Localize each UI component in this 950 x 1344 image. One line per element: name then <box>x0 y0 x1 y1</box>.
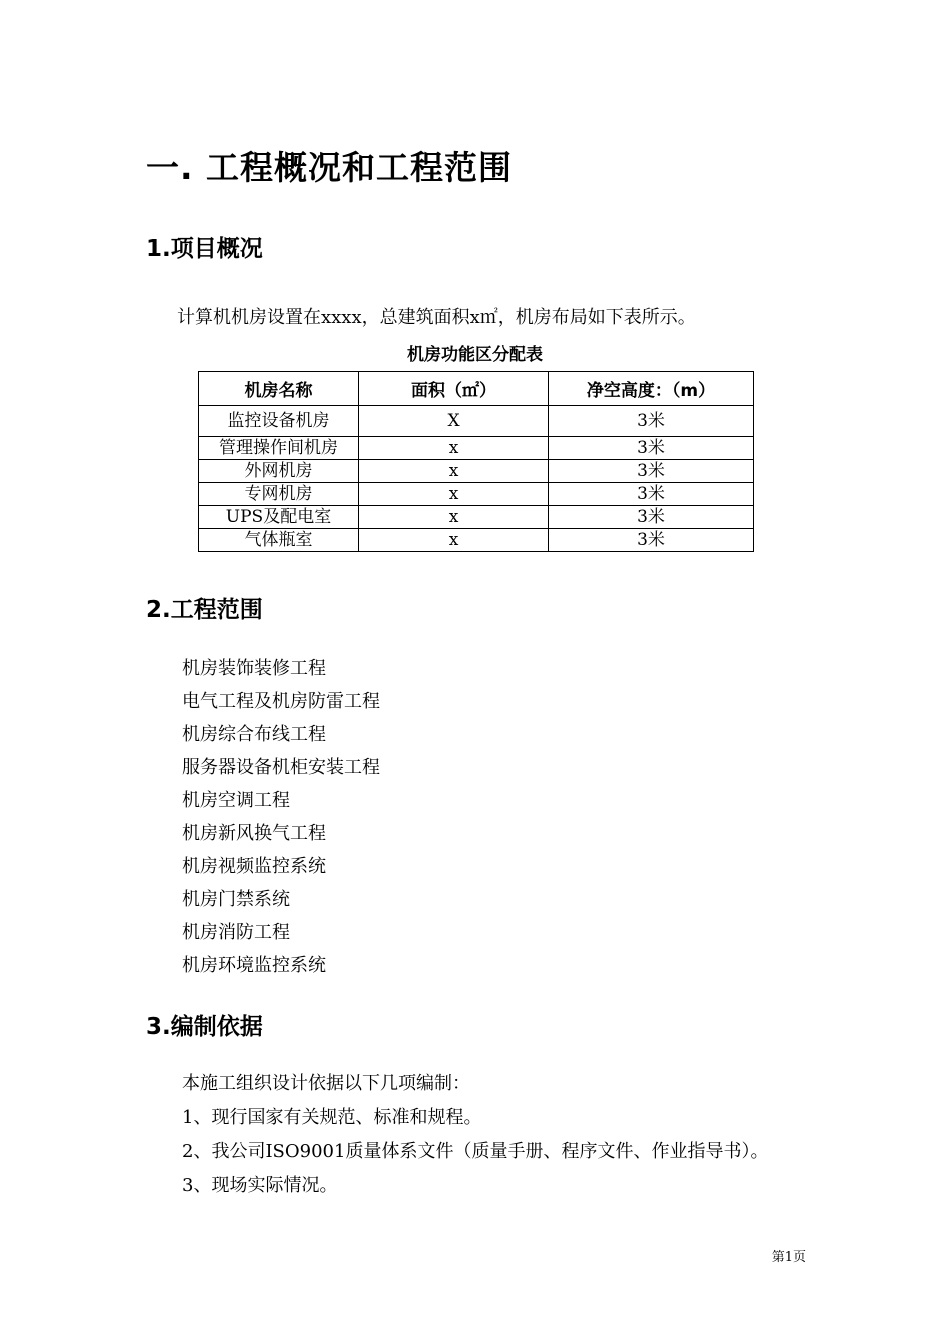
cell-height: 3米 <box>549 483 754 506</box>
section-1-intro: 计算机机房设置在xxxx，总建筑面积x㎡，机房布局如下表所示。 <box>177 307 696 328</box>
list-item: 机房综合布线工程 <box>182 724 326 745</box>
cell-room-name: 专网机房 <box>199 483 359 506</box>
table-row <box>199 483 754 506</box>
list-item: 3、现场实际情况。 <box>182 1175 338 1196</box>
cell-area: X <box>359 406 549 437</box>
list-item: 机房新风换气工程 <box>182 823 326 844</box>
table-row <box>199 506 754 529</box>
table-row <box>199 529 754 552</box>
chapter-heading: 一. 工程概况和工程范围 <box>146 148 513 187</box>
basis-intro: 本施工组织设计依据以下几项编制： <box>182 1073 470 1094</box>
cell-room-name: 气体瓶室 <box>199 529 359 552</box>
cell-height: 3米 <box>549 437 754 460</box>
cell-room-name: 管理操作间机房 <box>199 437 359 460</box>
cell-height: 3米 <box>549 506 754 529</box>
cell-room-name: UPS及配电室 <box>199 506 359 529</box>
list-item: 机房空调工程 <box>182 790 290 811</box>
cell-height: 3米 <box>549 406 754 437</box>
table-row <box>199 460 754 483</box>
cell-area: x <box>359 437 549 460</box>
table-row <box>199 406 754 437</box>
list-item: 服务器设备机柜安装工程 <box>182 757 380 778</box>
cell-area: x <box>359 529 549 552</box>
section-2-title: 2.工程范围 <box>146 597 263 623</box>
header-clear-height: 净空高度：（m） <box>549 372 754 406</box>
page-number: 第1页 <box>771 1250 806 1265</box>
list-item: 机房消防工程 <box>182 922 290 943</box>
list-item: 机房装饰装修工程 <box>182 658 326 679</box>
list-item: 机房环境监控系统 <box>182 955 326 976</box>
list-item: 2、我公司ISO9001质量体系文件（质量手册、程序文件、作业指导书）。 <box>182 1141 769 1162</box>
cell-area: x <box>359 460 549 483</box>
list-item: 1、现行国家有关规范、标准和规程。 <box>182 1107 482 1128</box>
scope-list <box>182 652 380 982</box>
header-area: 面积（㎡） <box>359 372 549 406</box>
table-header-row <box>199 372 754 406</box>
cell-area: x <box>359 506 549 529</box>
list-item: 机房视频监控系统 <box>182 856 326 877</box>
section-1-title: 1.项目概况 <box>146 236 263 262</box>
cell-height: 3米 <box>549 460 754 483</box>
room-function-table <box>198 371 754 552</box>
table-row <box>199 437 754 460</box>
section-3-title: 3.编制依据 <box>146 1014 263 1040</box>
cell-room-name: 监控设备机房 <box>199 406 359 437</box>
cell-area: x <box>359 483 549 506</box>
cell-height: 3米 <box>549 529 754 552</box>
list-item: 机房门禁系统 <box>182 889 290 910</box>
table-caption: 机房功能区分配表 <box>407 345 543 365</box>
basis-list <box>182 1067 768 1203</box>
cell-room-name: 外网机房 <box>199 460 359 483</box>
list-item: 电气工程及机房防雷工程 <box>182 691 380 712</box>
header-room-name: 机房名称 <box>199 372 359 406</box>
